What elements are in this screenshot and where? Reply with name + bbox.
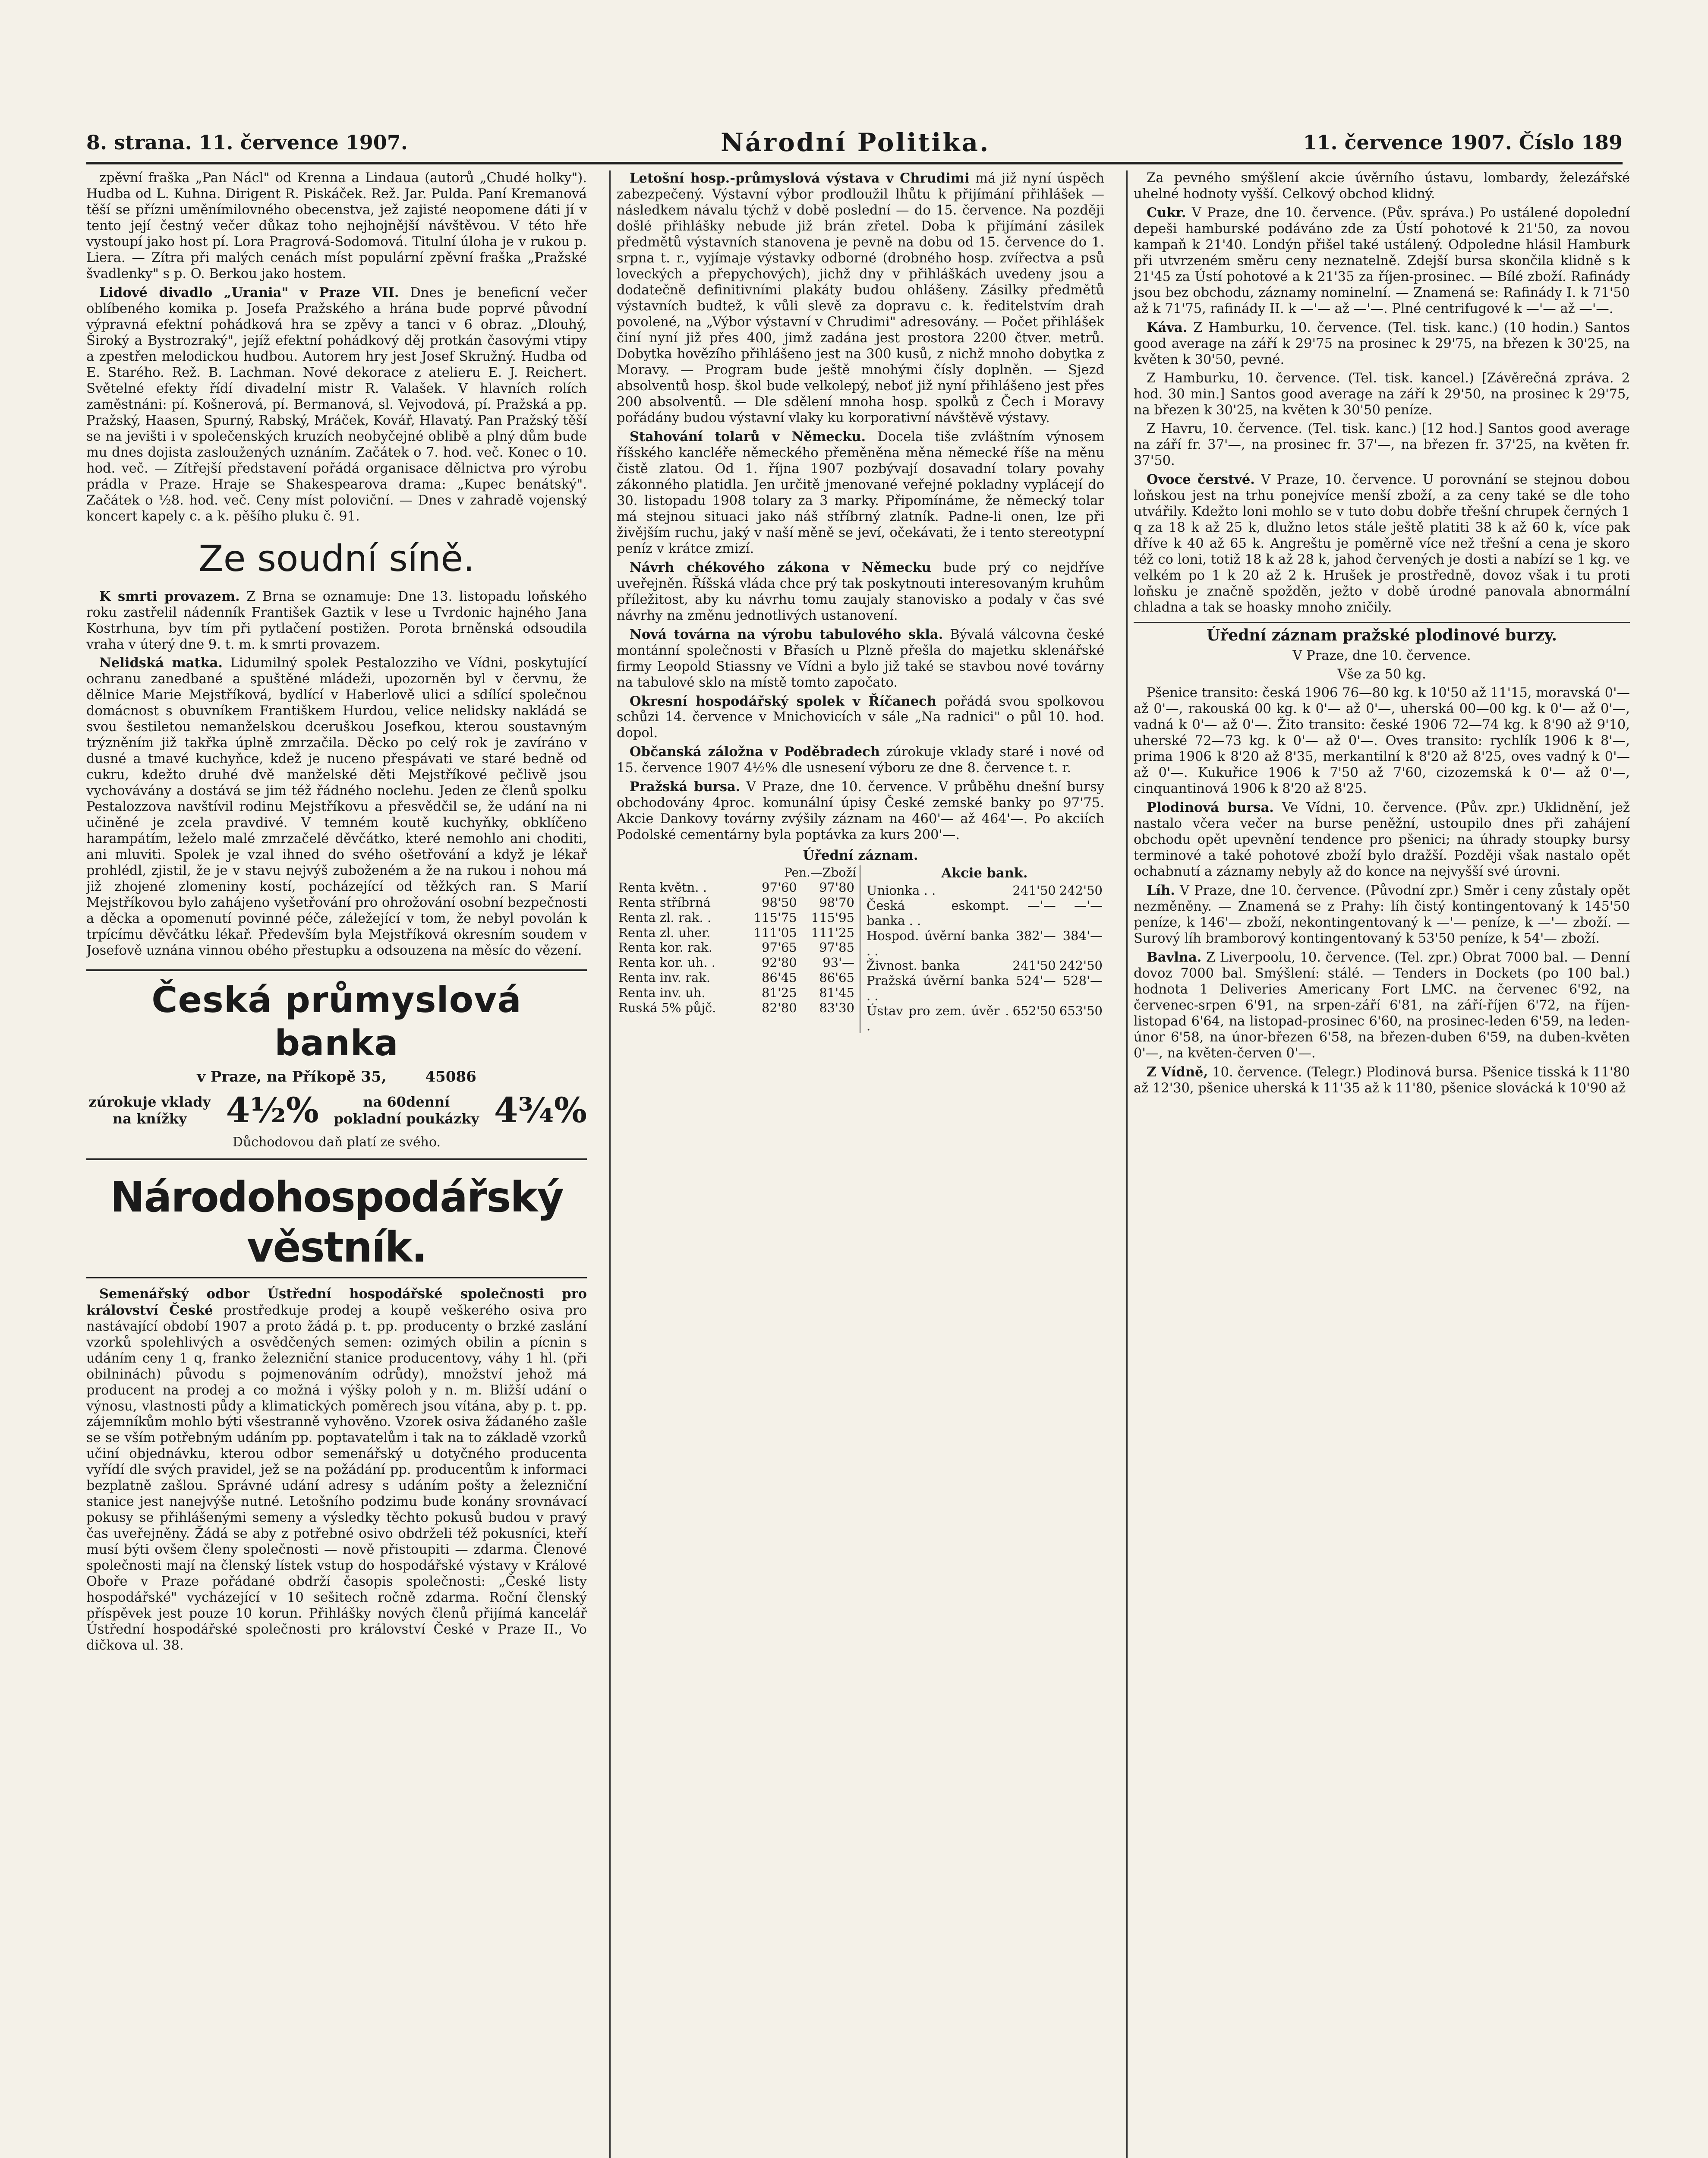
header-left: 8. strana. 11. července 1907. <box>86 131 408 154</box>
table-row <box>865 928 1104 959</box>
article-text: Z Brna se oznamuje: Dne 13. listopadu loňského roku zastřelil nádenník František Gaztik v lese u Tvrdonic hajného Jana Kostrhuna, byv tím při pytlačení postižen. Porota brněnská odsoudila vraha v úterý dne 9. t. m. k smrti provazem. <box>86 589 587 652</box>
article-text: V Praze, 10. července. U porovnání se stejnou dobou loňskou jest na trhu ponejvíce menší zboží, a za ceny také se dle toho utvářily. Kdežto loni mohlo se v tuto dobu dobře třešní chrupek černých 1 q za 18 k až 25 k, dlužno letos stále ještě platiti 38 k až 60 k, více pak dříve k 40 až 65 k. Angreštu je poměrně více než třešní a cena je skoro též co loni, totiž 18 k až 28 k, jahod červených je dosti a nabízí se 1 kg. ve velkém po 1 k 20 až 2 k. Hrušek je prostředně, dovoz však i tu proti loňsku je značně spožděn, ježto v době úrodné panovala abnormální chladna a tak se hoasky mnoho zničily. <box>1134 472 1630 615</box>
row-label: Živnost. banka <box>867 958 960 973</box>
article-text: Dnes je beneficní večer oblíbeného komika p. Josefa Pražského a hrána bude poprvé původní výpravná efektní pohádková hra se zpěvy a tanci v 6 obraz. „Dlouhý, Široký a Bystrozraký", jejíž efektní pohádkový děj protkán časovými vtipy a zpestřen melodickou hudbou. Autorem hry jest Josef Skružný. Hudba od E. Starého. Rež. B. Lachman. Nové dekorace z atelieru E. J. Reichert. Světelné efekty řídí divadelní mistr R. Valašek. V hlavních rolích zaměstnáni: pí. Košnerová, pí. Bermanová, sl. Vejvodová, pí. Pražská a pp. Pražský, Haasen, Spurný, Rabský, Mráček, Kovář, Hlavatý. Pan Pražský těší se na jevišti i v společenských kruzích neobyčejné oblibě a plný dům bude mu dnes dojista zasloužených uznáním. Začátek o 7. hod. več. Konec o 10. hod. več. — Zítřejší představení pořádá organisace dělnictva pro výrobu prádla v Praze. Hraje se Shakespearova drama: „Kupec benátský". Začátek o ½8. hod. več. Ceny míst poloviční. — Dnes v zahradě vojenský koncert kapely c. a k. pěšího pluku č. 91. <box>86 285 587 524</box>
bank-shares-rows <box>865 883 1104 1033</box>
article-headline: Nová továrna na výrobu tabulového skla. <box>630 626 943 642</box>
row-label: Hospod. úvěrní banka . . <box>867 928 1009 958</box>
row-value: 242'50 <box>1059 883 1103 898</box>
article-text: V Praze, dne 10. července. V průběhu dnešní bursy obchodovány 4proc. komunální úpisy České zemské banky po 97'75. Akcie Dankovy továrny zvýšily záznam na 460'— až 464'—. Po akciích Podolské cementárny byla poptávka za kurs 200'—. <box>617 779 1104 843</box>
article <box>1134 1064 1630 1097</box>
bank-title: Česká průmyslová banka <box>151 980 522 1064</box>
header-right: 11. července 1907. Číslo 189 <box>1303 131 1623 154</box>
row-value: 81'45 <box>819 985 854 1000</box>
article-text: Pšenice transito: česká 1906 76—80 kg. k 10'50 až 11'15, moravská 0'— až 0'—, rakouská 00 kg. k 0'— až 0'—, uherská 00—00 kg. k 0'— až 0'—, vadná k 0'— až 0'—. Žito transito: české 1906 72—74 kg. k 8'90 až 9'10, uherské 72—73 kg. k 0'— až 0'—. Oves transito: rychlík 1906 k 8'—, prima 1906 k 8'20 až 8'35, merkantilní k 8'20 až 8'25, oves vadný k 0'— až 0'—. Kukuřice 1906 k 7'50 až 7'60, cizozemská k 0'— až 0'—, cinquantinová 1906 k 8'20 až 8'25. <box>1134 685 1630 797</box>
article <box>1134 205 1630 317</box>
row-value: 384'— <box>1062 928 1103 943</box>
row-value: 83'30 <box>819 1000 854 1015</box>
table-row <box>617 955 856 970</box>
article-text: V Praze, dne 10. července. (Původní zpr.) Směr i ceny zůstaly opět nezměněny. — Znamená se z Prahy: líh čistý kontingentovaný k 145'50 peníze, k 146'— zboží, nekontingentovaný k —'— peníze, k —'— zboží. — Surový líh bramborový kontingentovaný k 53'50 peníze, k 54'— zboží. <box>1134 883 1630 946</box>
row-label: Renta kor. rak. <box>618 940 712 955</box>
bank-shares-table <box>865 865 1104 1033</box>
row-value: 524'— <box>1016 973 1056 988</box>
table-row <box>617 910 856 925</box>
table-row <box>617 940 856 955</box>
table-row <box>617 895 856 910</box>
row-value: 97'80 <box>819 880 854 895</box>
row-value: 98'50 <box>761 895 797 910</box>
row-label: Renta zl. uher. <box>618 925 711 940</box>
article-text: zpěvní fraška „Pan Nácl" od Krenna a Lindaua (autorů „Chudé holky"). Hudba od L. Kuhna. Dirigent R. Piskáček. Rež. Jar. Pulda. Paní Kremanová těší se přízni uměnímilovného obecenstva, jež zajisté neopomene dáti jí v tento její čestný večer důkaz toho nejhojnější návštěvou. V této hře vystoupí jako host pí. Lora Pragrová-Sodomová. Titulní úloha je v rukou p. Liera. — Zítra při malých cenách míst populární zpěvní fraška „Pražské švadlenky" s p. O. Berkou jako hostem. <box>86 170 587 281</box>
deposit-label: zúrokuje vklady na knížky <box>88 1094 211 1127</box>
article-text: Docela tiše zvláštním výnosem říšského kancléře německého přeměněna měna německé říše na měnu čistě zlatou. Od 1. října 1907 pozbývají dosavadní tolary povahy zákonného platidla. Jen určitě jmenované veřejné pokladny vyplácejí do 30. listopadu 1908 tolary za 3 marky. Připomínáme, že německý tolar má stejnou situaci jako náš stříbrný zlatník. Padne-li onen, lze při živějším ruchu, jaký v naší měně se jeví, očekávati, že i tento stereotypní peníz v krátce zmizí. <box>617 429 1104 556</box>
article-text: Lidumilný spolek Pestalozziho ve Vídni, poskytující ochranu zanedbané a spuštěné mládeži, upozorněn byl v červnu, že dělnice Marie Mejstříková, bydlící v Haberlově ulici a sdílící společnou domácnost s obuvníkem Františkem Hurdou, velice nelidsky nakládá se svou šestiletou nemanželskou dceruškou Josefkou, kterou soustavným trýzněním již takřka úplně zmrzačila. Děcko po celý rok je zavíráno v dusné a tmavé kuchyňce, kdež je nuceno přespávati ve staré bedně od cukru, kdežto druhé dvě manželské děti Mejstříkové pečlivě jsou vychovávány a dostává se jim též řádného noclehu. Jeden ze členů spolku Pestalozzova navštívil rodinu Mejstříkovu a přesvědčil se, že udání na ni učiněné je zcela pravdivé. V temném koutě kuchyňky, obklíčeno harampátím, leželo malé zmrzačelé děvčátko, které nemohlo ani choditi, ani mluviti. Spolek je vzal ihned do svého ošetřování a když je lékař prohlédl, zjistil, že je v stavu nejvýš zuboženém a že na rukou i nohou má již zhojené zlomeniny kostí, pocházející od těžkých ran. S Marií Mejstříkovou bylo zahájeno vyšetřování pro ohrožování osobní bezpečnosti a děcka a opomenutí povinné péče, záležející v tom, že nebyl povolán k trpícímu děvčátku lékař. Především byla Mejstříková okresním soudem v Josefově uznána vinnou obého přestupku a odsouzena na měsíc do vězení. <box>86 656 587 959</box>
row-value: 528'— <box>1062 973 1103 988</box>
bonds-table <box>617 865 860 1033</box>
row-value: 93'— <box>822 955 854 970</box>
grain-exchange-date: V Praze, dne 10. července. <box>1292 648 1471 664</box>
article-text: Z Liverpoolu, 10. července. (Tel. zpr.) Obrat 7000 bal. — Denní dovoz 7000 bal. Smýšlení: stálé. — Tenders in Dockets (po 100 bal.) hodnota 1 Deliveries Americany Fort LMC. na červenec 6'92, na červenec-srpen 6'91, na srpen-září 6'81, na září-říjen 6'72, na říjen-listopad 6'64, na listopad-prosinec 6'60, na prosinec-leden 6'59, na leden-únor 6'58, na únor-březen 6'58, na březen-duben 6'59, na duben-květen 0'—, na květen-červen 0'—. <box>1134 950 1630 1061</box>
row-value: 115'95 <box>811 910 854 925</box>
row-label: Renta kor. uh. . <box>618 955 715 970</box>
row-value: —'— <box>1074 898 1103 913</box>
table-row <box>617 970 856 985</box>
table-row <box>617 880 856 895</box>
section-title-court: Ze soudní síně. <box>199 537 475 580</box>
article <box>617 779 1104 843</box>
article-text: Z Hamburku, 10. července. (Tel. tisk. kanc.) (10 hodin.) Santos good average na září k 29'75 na prosinec k 29'75, na březen k 30'25, na květen k 30'50, pevné. <box>1134 320 1630 367</box>
article <box>86 1286 587 1654</box>
article-text: bude prý co nejdříve uveřejněn. Říšská vláda chce prý tak poskytnouti interesovaným kruhům příležitost, aby ku návrhu tomu zaujaly stanovisko a podaly v čas své návrhy na změnu jednotlivých ustanovení. <box>617 560 1104 623</box>
section-title-economy: Národohospodářský věstník. <box>86 1172 587 1278</box>
column-2 <box>609 170 1104 2158</box>
bank-address-row <box>86 1068 587 1086</box>
row-value: 653'50 <box>1059 1003 1103 1018</box>
row-value: 86'45 <box>761 970 797 985</box>
article-headline: Lidové divadlo „Urania" v Praze VII. <box>99 284 399 300</box>
row-value: 97'60 <box>761 880 797 895</box>
article-headline: Káva. <box>1147 319 1188 335</box>
row-label: Ústav pro zem. úvěr . . <box>867 1003 1009 1033</box>
grain-exchange-unit: Vše za 50 kg. <box>1337 667 1426 682</box>
article <box>617 627 1104 691</box>
article-text: 10. července. (Telegr.) Plodinová bursa. Pšenice tisská k 11'80 až 12'30, pšenice uherská k 11'35 až k 11'80, pšenice slovácká k 10'90 až <box>1134 1064 1630 1096</box>
voucher-rate: 4¾% <box>494 1090 587 1131</box>
row-label: Renta inv. rak. <box>618 970 711 985</box>
bank-advertisement <box>86 969 587 1160</box>
table-row <box>865 898 1104 928</box>
article-headline: Líh. <box>1147 883 1175 899</box>
article-text: Z Havru, 10. července. (Tel. tisk. kanc.) [12 hod.] Santos good average na září fr. 37'—, na prosinec fr. 37'—, na březen fr. 37'25, na květen fr. 37'50. <box>1134 421 1630 468</box>
deposit-rate: 4½% <box>226 1090 319 1131</box>
article-text: zúrokuje vklady staré i nové od 15. července 1907 4½% dle usnesení výboru ze dne 8. července t. r. <box>617 745 1104 776</box>
row-label: Unionka . . <box>867 883 936 898</box>
article-headline: K smrti provazem. <box>99 588 240 604</box>
article-headline: Semenářský odbor Ústřední hospodářské společnosti pro království České <box>86 1286 587 1318</box>
row-label: Ruská 5% půjč. <box>618 1000 716 1015</box>
official-quote-title: Úřední záznam. <box>803 848 918 864</box>
row-value: —'— <box>1027 898 1056 913</box>
row-value: 111'25 <box>811 925 854 940</box>
article <box>1134 950 1630 1062</box>
article <box>617 170 1104 426</box>
table-row <box>865 883 1104 898</box>
bank-note: Důchodovou daň platí ze svého. <box>232 1135 441 1150</box>
row-value: 81'25 <box>761 985 797 1000</box>
article <box>86 655 587 959</box>
article <box>1134 472 1630 616</box>
table-row <box>865 958 1104 973</box>
bank-rates <box>86 1089 587 1131</box>
row-value: 382'— <box>1016 928 1056 943</box>
article <box>86 285 587 525</box>
newspaper-title: Národní Politika. <box>720 128 990 157</box>
article-headline: Cukr. <box>1147 205 1186 221</box>
article-headline: Z Vídně, <box>1147 1064 1208 1080</box>
article-headline: Okresní hospodářský spolek v Říčanech <box>630 693 937 709</box>
article-headline: Ovoce čerstvé. <box>1147 471 1255 487</box>
row-value: 97'85 <box>819 940 854 955</box>
bonds-rows <box>617 880 856 1015</box>
row-value: 111'05 <box>753 925 797 940</box>
row-value: 115'75 <box>753 910 797 925</box>
column-1 <box>86 170 587 2158</box>
article-text: prostředkuje prodej a koupě veškerého osiva pro nastávající období 1907 a proto žádá p. t. pp. producenty o brzké zaslání vzorků spolehlivých a osvědčených semen: ozimých obilin a pícnin s udáním ceny 1 q, franko železniční stanice producentovy, váhy 1 hl. (při obilninách) původu s pojmenováním odrůdy), množství jehož má producent na prodej a co možná i výšky poloh y n. m. Bližší udání o výnosu, vlastnosti půdy a klimatických poměrech jsou vítána, aby p. t. pp. zájemníkům mohlo býti všestranně vyhověno. Vzorek osiva žádaného zašle se se vším potřebným udáním pp. poptavatelům i tak na to základě vzorků učiní objednávku, kterou odbor semenářský u dotyčného producenta vyřídí dle svých pravidel, jež se na požádání pp. producentům k informaci bezplatně zašlou. Správné udání adresy s udáním pošty a železniční stanice jest nanejvýše nutné. Letošního podzimu bude konány srovnávací pokusy se přihlášenými semeny a výsledky těchto pokusů budou v pravý čas uveřejněny. Žádá se aby z potřebné osivo obdrželi též pokusníci, kteří musí býti ovšem členy společnosti — nově přistoupiti — zdarma. Členové společnosti mají na členský lístek vstup do hospodářské výstavy v Králové Oboře v Praze pořádané obdrží časopis společnosti: „České listy hospodářské" vycházející v 10 sešitech ročně zdarma. Roční členský příspěvek jest pouze 10 korun. Přihlášky nových členů přijímá kancelář Ústřední hospodářské společnosti pro království České v Praze II., Vo dičkova ul. 38. <box>86 1303 587 1653</box>
ad-code: 45086 <box>425 1068 476 1086</box>
table-row <box>617 985 856 1000</box>
article-headline: Bavlna. <box>1147 949 1202 965</box>
row-label: Pražská úvěrní banka . . <box>867 973 1009 1003</box>
article-headline: Nelidská matka. <box>99 655 223 671</box>
row-value: 97'65 <box>761 940 797 955</box>
table-row <box>865 1003 1104 1034</box>
bank-address: v Praze, na Příkopě 35, <box>197 1068 387 1086</box>
table-row <box>617 925 856 940</box>
article-text: Z Hamburku, 10. července. (Tel. tisk. kancel.) [Závěrečná zpráva. 2 hod. 30 min.] Santos good average na září k 29'50, na prosinec k 29'75, na březen k 30'25, na květen k 30'50 peníze. <box>1134 370 1630 418</box>
article-text: V Praze, dne 10. července. (Pův. správa.) Po ustálené dopolední depeši hamburské podáváno zde za Ústí pohotové k 21'50, za novou kampaň k 21'40. Londýn přišel také ustálený. Odpoledne hlásil Hamburk při utvrzeném směru ceny neznatelně. Zdejší bursa skončila klidně s k 21'45 za Ústí pohotové a k 21'35 za říjen-prosinec. — Bílé zboží. Rafinády jsou bez obchodu, záznamy nominelní. — Znamená se: Rafinády I. k 71'50 až k 71'75, rafinády II. k —'— až —'—. Plné centrifugové k —'— až —'—. <box>1134 205 1630 316</box>
table-header: Akcie bank. <box>941 865 1028 881</box>
article <box>1134 320 1630 368</box>
article-headline: Občanská záložna v Poděbradech <box>630 744 880 760</box>
article-text: pořádá svou spolkovou schůzi 14. července v Mnichovicích v sále „Na radnici" o půl 10. hod. dopol. <box>617 694 1104 741</box>
article-text: Ve Vídni, 10. července. (Pův. zpr.) Uklidnění, jež nastalo včera večer na burse peněžní, ustoupilo dnes při zahájení obchodu opět upevnění tendence pro pšenici; na úhrady stoupky bursy terminové a také pohotové zboží bylo dražší. Později však nastalo opět ochabnutí a záznamy nebyly až do konce na nejvyšší své úrovni. <box>1134 800 1630 880</box>
article <box>617 744 1104 776</box>
article <box>617 429 1104 557</box>
row-label: Renta květn. . <box>618 880 707 895</box>
row-value: 82'80 <box>761 1000 797 1015</box>
row-value: 86'65 <box>819 970 854 985</box>
article-headline: Stahování tolarů v Německu. <box>630 429 866 445</box>
article <box>86 589 587 653</box>
article-text: má již nyní úspěch zabezpečený. Výstavní výbor prodloužil lhůtu k přijímání přihlášek — následkem návalu týchž v době poslední — do 15. července. Na později došlé přihlášky nebude již brán zřetel. Doba k přijímání zásilek předmětů výstavních stanovena je pevně na dobu od 15. července do 1. srpna t. r., vyjímaje výstavky odborné (drobného hosp. zvířectva a psů loveckých a přepychových), jichž dny v přihláškách uvedeny jsou a dodatečně definitivními plakáty budou ohlášeny. Zásilky předmětů výstavních budtež, k vůli slevě za dopravu c. k. ředitelstvím drah povolené, na „Výbor výstavní v Chrudimi" adresovány. — Počet přihlášek činí nyní již přes 400, jimž zadána jest prostora 2200 čtver. metrů. Dobytka hovězího přihlášeno jest na 300 kusů, z nichž mnoho dobytka z Moravy. — Program bude ještě mnohými čísly doplněn. — Sjezd absolventů hosp. škol bude velkolepý, neboť již nyní přihlášeno jest přes 200 absolventů. — Dle sdělení mnoha hosp. spolků z Čech i Moravy pořádány budou výstavní vlaky ku korporativní návštěvě výstavy. <box>617 171 1104 426</box>
article-headline: Plodinová bursa. <box>1147 800 1274 816</box>
row-value: 241'50 <box>1012 958 1056 973</box>
row-label: Česká eskompt. banka . . <box>867 898 1009 928</box>
article-headline: Letošní hosp.-průmyslová výstava v Chrudimi <box>630 170 970 186</box>
row-value: 92'80 <box>761 955 797 970</box>
column-3 <box>1126 170 1630 2158</box>
article-headline: Návrh chékového zákona v Německu <box>630 559 931 575</box>
article <box>617 560 1104 624</box>
row-label: Renta stříbrná <box>618 895 711 910</box>
article <box>1134 883 1630 947</box>
row-value: 241'50 <box>1012 883 1056 898</box>
article-text: Za pevného smýšlení akcie úvěrního ústavu, lombardy, železářské uhelné hodnoty vyšší. Celkový obchod klidný. <box>1134 170 1630 202</box>
grain-exchange-title: Úřední záznam pražské plodinové burzy. <box>1134 622 1630 645</box>
voucher-label: na 60denní pokladní poukázky <box>334 1094 479 1127</box>
table-header: Pen.—Zboží <box>784 865 856 880</box>
table-row <box>865 973 1104 1003</box>
table-row <box>617 1000 856 1016</box>
article-text: Bývalá válcovna české montánní společnosti v Břasích u Plzně přešla do majetku sklenářské firmy Leopold Stiassny ve Vídni a bylo již také se stavbou nové továrny na tabulové sklo na místě tomto započato. <box>617 627 1104 690</box>
article-headline: Pražská bursa. <box>630 779 741 795</box>
quote-tables <box>617 865 1104 1033</box>
row-label: Renta inv. uh. <box>618 985 706 1000</box>
row-value: 98'70 <box>819 895 854 910</box>
article <box>617 694 1104 742</box>
row-value: 652'50 <box>1012 1003 1056 1018</box>
row-label: Renta zl. rak. . <box>618 910 712 925</box>
page-header <box>86 123 1623 164</box>
article <box>1134 800 1630 880</box>
row-value: 242'50 <box>1059 958 1103 973</box>
